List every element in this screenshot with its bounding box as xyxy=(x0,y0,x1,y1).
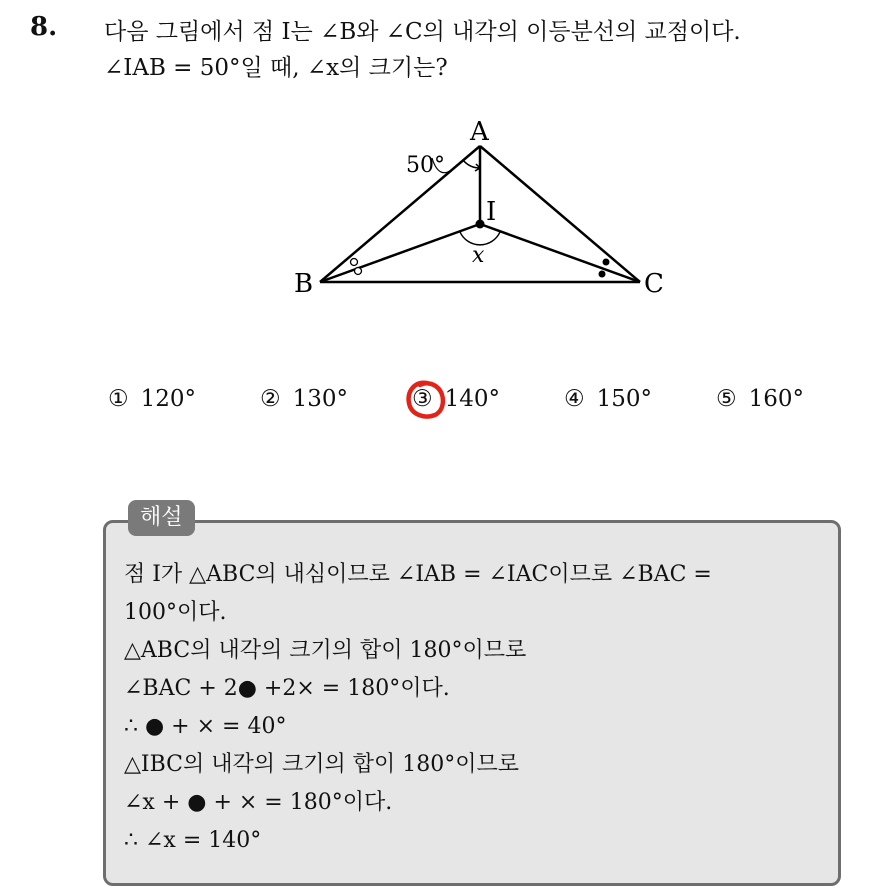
choice-4-value: 150° xyxy=(596,386,653,412)
segment-bi xyxy=(320,224,480,282)
answer-circle-mark-icon xyxy=(405,379,447,421)
angle-50-arc xyxy=(463,160,480,168)
choice-1[interactable] xyxy=(108,386,196,412)
solution-line: ∠BAC + 2● +2× = 180°이다. xyxy=(124,676,450,701)
angle-x-label: x xyxy=(472,243,485,268)
side-ac xyxy=(480,146,640,282)
choice-3-value: 140° xyxy=(444,386,501,412)
solution-tag: 해설 xyxy=(128,500,195,536)
question-text xyxy=(104,14,741,86)
angle-b-mark-icon xyxy=(355,268,362,275)
choice-2-value: 130° xyxy=(292,386,349,412)
solution-line: △ABC의 내각의 크기의 합이 180°이므로 xyxy=(124,638,527,663)
question-number: 8. xyxy=(30,12,58,42)
vertex-a-label: A xyxy=(470,117,489,147)
solution-line: △IBC의 내각의 크기의 합이 180°이므로 xyxy=(124,752,520,777)
choice-2-number: ② xyxy=(260,386,281,412)
vertex-b-label: B xyxy=(294,269,314,299)
solution-line: 100°이다. xyxy=(124,600,227,625)
choice-5-value: 160° xyxy=(748,386,805,412)
question-line-2: ∠IAB = 50°일 때, ∠x의 크기는? xyxy=(104,55,448,81)
angle-c-dot-icon xyxy=(599,271,606,278)
choice-4-number: ④ xyxy=(564,386,585,412)
triangle-figure xyxy=(290,112,690,312)
solution-text xyxy=(124,556,712,860)
angle-b-mark-icon xyxy=(351,259,358,266)
choice-1-value: 120° xyxy=(140,386,197,412)
solution-line: ∴ ● + × = 40° xyxy=(124,714,287,739)
segment-ci xyxy=(480,224,640,282)
angle-c-dot-icon xyxy=(603,259,610,266)
vertex-c-label: C xyxy=(644,269,664,299)
incenter-label: I xyxy=(486,197,497,227)
question-line-1: 다음 그림에서 점 I는 ∠B와 ∠C의 내각의 이등분선의 교점이다. xyxy=(104,19,741,45)
choice-5[interactable] xyxy=(716,386,804,412)
choice-5-number: ⑤ xyxy=(716,386,737,412)
solution-line: ∴ ∠x = 140° xyxy=(124,828,262,853)
choice-1-number: ① xyxy=(108,386,129,412)
choice-2[interactable] xyxy=(260,386,348,412)
choice-3-number: ③ xyxy=(412,386,433,412)
incenter-point-icon xyxy=(476,220,485,229)
angle-50-label: 50° xyxy=(406,153,445,178)
solution-line: 점 I가 △ABC의 내심이므로 ∠IAB = ∠IAC이므로 ∠BAC = xyxy=(124,562,712,587)
choice-4[interactable] xyxy=(564,386,652,412)
solution-line: ∠x + ● + × = 180°이다. xyxy=(124,790,393,815)
